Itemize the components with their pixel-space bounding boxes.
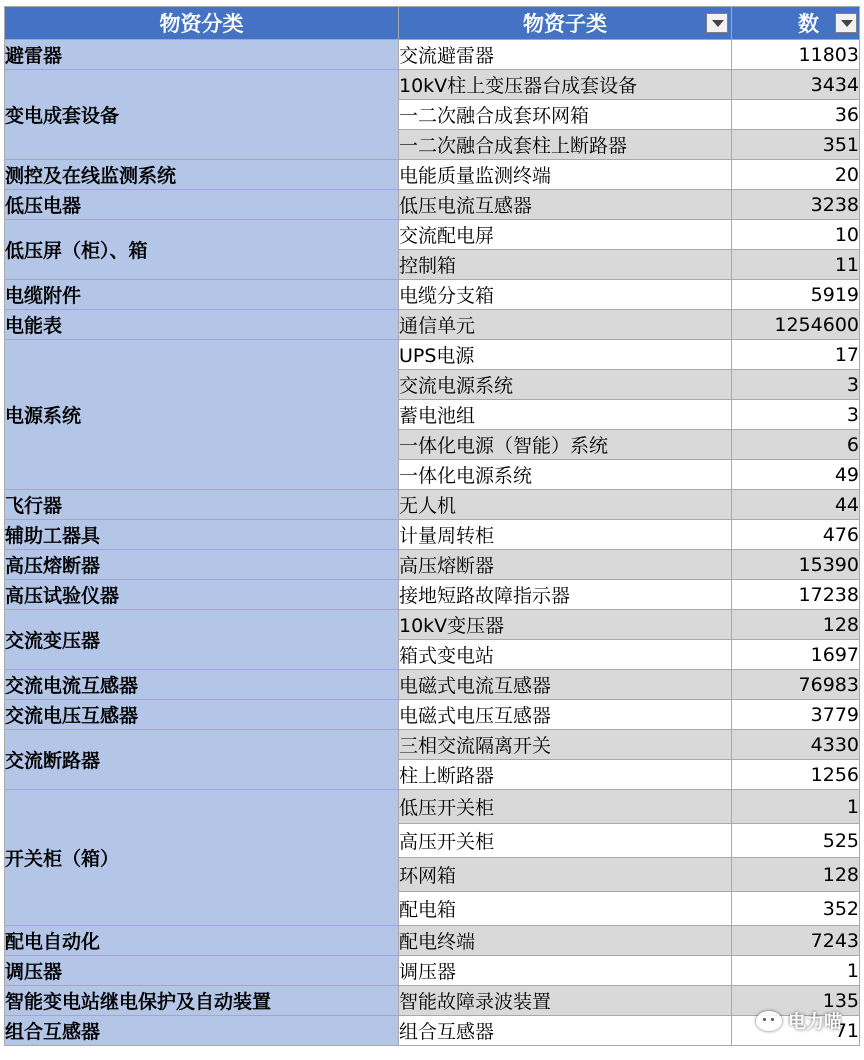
category-cell[interactable]: 交流断路器 (5, 730, 399, 790)
count-cell[interactable]: 1 (732, 790, 860, 824)
category-cell[interactable]: 交流电压互感器 (5, 700, 399, 730)
chat-bubble-icon (756, 1011, 782, 1031)
table-row (5, 790, 860, 824)
filter-dropdown-icon[interactable] (835, 13, 857, 33)
category-cell[interactable]: 组合互感器 (5, 1016, 399, 1046)
subcategory-cell[interactable]: 计量周转柜 (399, 520, 732, 550)
subcategory-cell[interactable]: 调压器 (399, 956, 732, 986)
subcategory-cell[interactable]: 接地短路故障指示器 (399, 580, 732, 610)
filter-dropdown-icon[interactable] (706, 13, 728, 33)
table-row (5, 310, 860, 340)
subcategory-cell[interactable]: 配电箱 (399, 892, 732, 926)
subcategory-cell[interactable]: 组合互感器 (399, 1016, 732, 1046)
count-cell[interactable]: 11803 (732, 40, 860, 70)
category-cell[interactable]: 配电自动化 (5, 926, 399, 956)
count-cell[interactable]: 351 (732, 130, 860, 160)
count-cell[interactable]: 135 (732, 986, 860, 1016)
count-cell[interactable]: 3238 (732, 190, 860, 220)
table-row (5, 340, 860, 370)
count-cell[interactable]: 525 (732, 824, 860, 858)
category-cell[interactable]: 低压屏（柜）、箱 (5, 220, 399, 280)
count-cell[interactable]: 5919 (732, 280, 860, 310)
category-cell[interactable]: 高压试验仪器 (5, 580, 399, 610)
subcategory-cell[interactable]: 蓄电池组 (399, 400, 732, 430)
category-cell[interactable]: 低压电器 (5, 190, 399, 220)
count-cell[interactable]: 71 (732, 1016, 860, 1046)
count-cell[interactable]: 352 (732, 892, 860, 926)
count-cell[interactable]: 17238 (732, 580, 860, 610)
count-cell[interactable]: 44 (732, 490, 860, 520)
header-count[interactable] (732, 7, 860, 40)
subcategory-cell[interactable]: 控制箱 (399, 250, 732, 280)
table-row (5, 580, 860, 610)
table-row (5, 610, 860, 640)
subcategory-cell[interactable]: 一二次融合成套环网箱 (399, 100, 732, 130)
count-cell[interactable]: 17 (732, 340, 860, 370)
count-cell[interactable]: 1254600 (732, 310, 860, 340)
category-cell[interactable]: 变电成套设备 (5, 70, 399, 160)
header-subcategory-label: 物资子类 (523, 12, 607, 36)
category-cell[interactable]: 调压器 (5, 956, 399, 986)
count-cell[interactable]: 3 (732, 400, 860, 430)
subcategory-cell[interactable]: 配电终端 (399, 926, 732, 956)
count-cell[interactable]: 476 (732, 520, 860, 550)
header-row (5, 7, 860, 40)
category-cell[interactable]: 交流变压器 (5, 610, 399, 670)
count-cell[interactable]: 4330 (732, 730, 860, 760)
subcategory-cell[interactable]: UPS电源 (399, 340, 732, 370)
table-row (5, 70, 860, 100)
subcategory-cell[interactable]: 10kV变压器 (399, 610, 732, 640)
subcategory-cell[interactable]: 智能故障录波装置 (399, 986, 732, 1016)
table-row (5, 220, 860, 250)
subcategory-cell[interactable]: 10kV柱上变压器台成套设备 (399, 70, 732, 100)
subcategory-cell[interactable]: 三相交流隔离开关 (399, 730, 732, 760)
count-cell[interactable]: 11 (732, 250, 860, 280)
subcategory-cell[interactable]: 一二次融合成套柱上断路器 (399, 130, 732, 160)
table-row (5, 956, 860, 986)
category-cell[interactable]: 电缆附件 (5, 280, 399, 310)
category-cell[interactable]: 智能变电站继电保护及自动装置 (5, 986, 399, 1016)
category-cell[interactable]: 测控及在线监测系统 (5, 160, 399, 190)
category-cell[interactable]: 交流电流互感器 (5, 670, 399, 700)
category-cell[interactable]: 开关柜（箱） (5, 790, 399, 926)
header-category-label: 物资分类 (159, 12, 244, 36)
count-cell[interactable]: 128 (732, 858, 860, 892)
subcategory-cell[interactable]: 环网箱 (399, 858, 732, 892)
table-row (5, 986, 860, 1016)
subcategory-cell[interactable]: 交流配电屏 (399, 220, 732, 250)
subcategory-cell[interactable]: 低压开关柜 (399, 790, 732, 824)
subcategory-cell[interactable]: 电能质量监测终端 (399, 160, 732, 190)
table-row (5, 490, 860, 520)
count-cell[interactable]: 6 (732, 430, 860, 460)
category-cell[interactable]: 电能表 (5, 310, 399, 340)
subcategory-cell[interactable]: 交流电源系统 (399, 370, 732, 400)
table-row (5, 160, 860, 190)
subcategory-cell[interactable]: 电磁式电压互感器 (399, 700, 732, 730)
count-cell[interactable]: 1256 (732, 760, 860, 790)
watermark (756, 1008, 842, 1034)
subcategory-cell[interactable]: 低压电流互感器 (399, 190, 732, 220)
subcategory-cell[interactable]: 无人机 (399, 490, 732, 520)
watermark-text: 电力喵 (788, 1012, 842, 1033)
table-row (5, 40, 860, 70)
subcategory-cell[interactable]: 高压开关柜 (399, 824, 732, 858)
count-cell[interactable]: 20 (732, 160, 860, 190)
count-cell[interactable]: 36 (732, 100, 860, 130)
table-row (5, 670, 860, 700)
category-cell[interactable]: 电源系统 (5, 340, 399, 490)
subcategory-cell[interactable]: 柱上断路器 (399, 760, 732, 790)
table-row (5, 280, 860, 310)
subcategory-cell[interactable]: 箱式变电站 (399, 640, 732, 670)
category-cell[interactable]: 辅助工器具 (5, 520, 399, 550)
count-cell[interactable]: 7243 (732, 926, 860, 956)
count-cell[interactable]: 76983 (732, 670, 860, 700)
count-cell[interactable]: 3434 (732, 70, 860, 100)
subcategory-cell[interactable]: 一体化电源系统 (399, 460, 732, 490)
material-table (4, 6, 860, 1046)
subcategory-cell[interactable]: 交流避雷器 (399, 40, 732, 70)
count-cell[interactable]: 10 (732, 220, 860, 250)
count-cell[interactable]: 1697 (732, 640, 860, 670)
table-row (5, 1016, 860, 1046)
header-subcategory[interactable] (399, 7, 732, 40)
subcategory-cell[interactable]: 通信单元 (399, 310, 732, 340)
count-cell[interactable]: 128 (732, 610, 860, 640)
subcategory-cell[interactable]: 电磁式电流互感器 (399, 670, 732, 700)
category-cell[interactable]: 避雷器 (5, 40, 399, 70)
table-row (5, 190, 860, 220)
table-row (5, 730, 860, 760)
table-row (5, 700, 860, 730)
count-cell[interactable]: 49 (732, 460, 860, 490)
count-cell[interactable]: 1 (732, 956, 860, 986)
category-cell[interactable]: 高压熔断器 (5, 550, 399, 580)
table-row (5, 926, 860, 956)
table-row (5, 550, 860, 580)
table-row (5, 520, 860, 550)
category-cell[interactable]: 飞行器 (5, 490, 399, 520)
count-cell[interactable]: 3 (732, 370, 860, 400)
subcategory-cell[interactable]: 电缆分支箱 (399, 280, 732, 310)
count-cell[interactable]: 15390 (732, 550, 860, 580)
subcategory-cell[interactable]: 一体化电源（智能）系统 (399, 430, 732, 460)
subcategory-cell[interactable]: 高压熔断器 (399, 550, 732, 580)
header-count-label: 数 (798, 12, 819, 36)
header-category[interactable] (5, 7, 399, 40)
count-cell[interactable]: 3779 (732, 700, 860, 730)
